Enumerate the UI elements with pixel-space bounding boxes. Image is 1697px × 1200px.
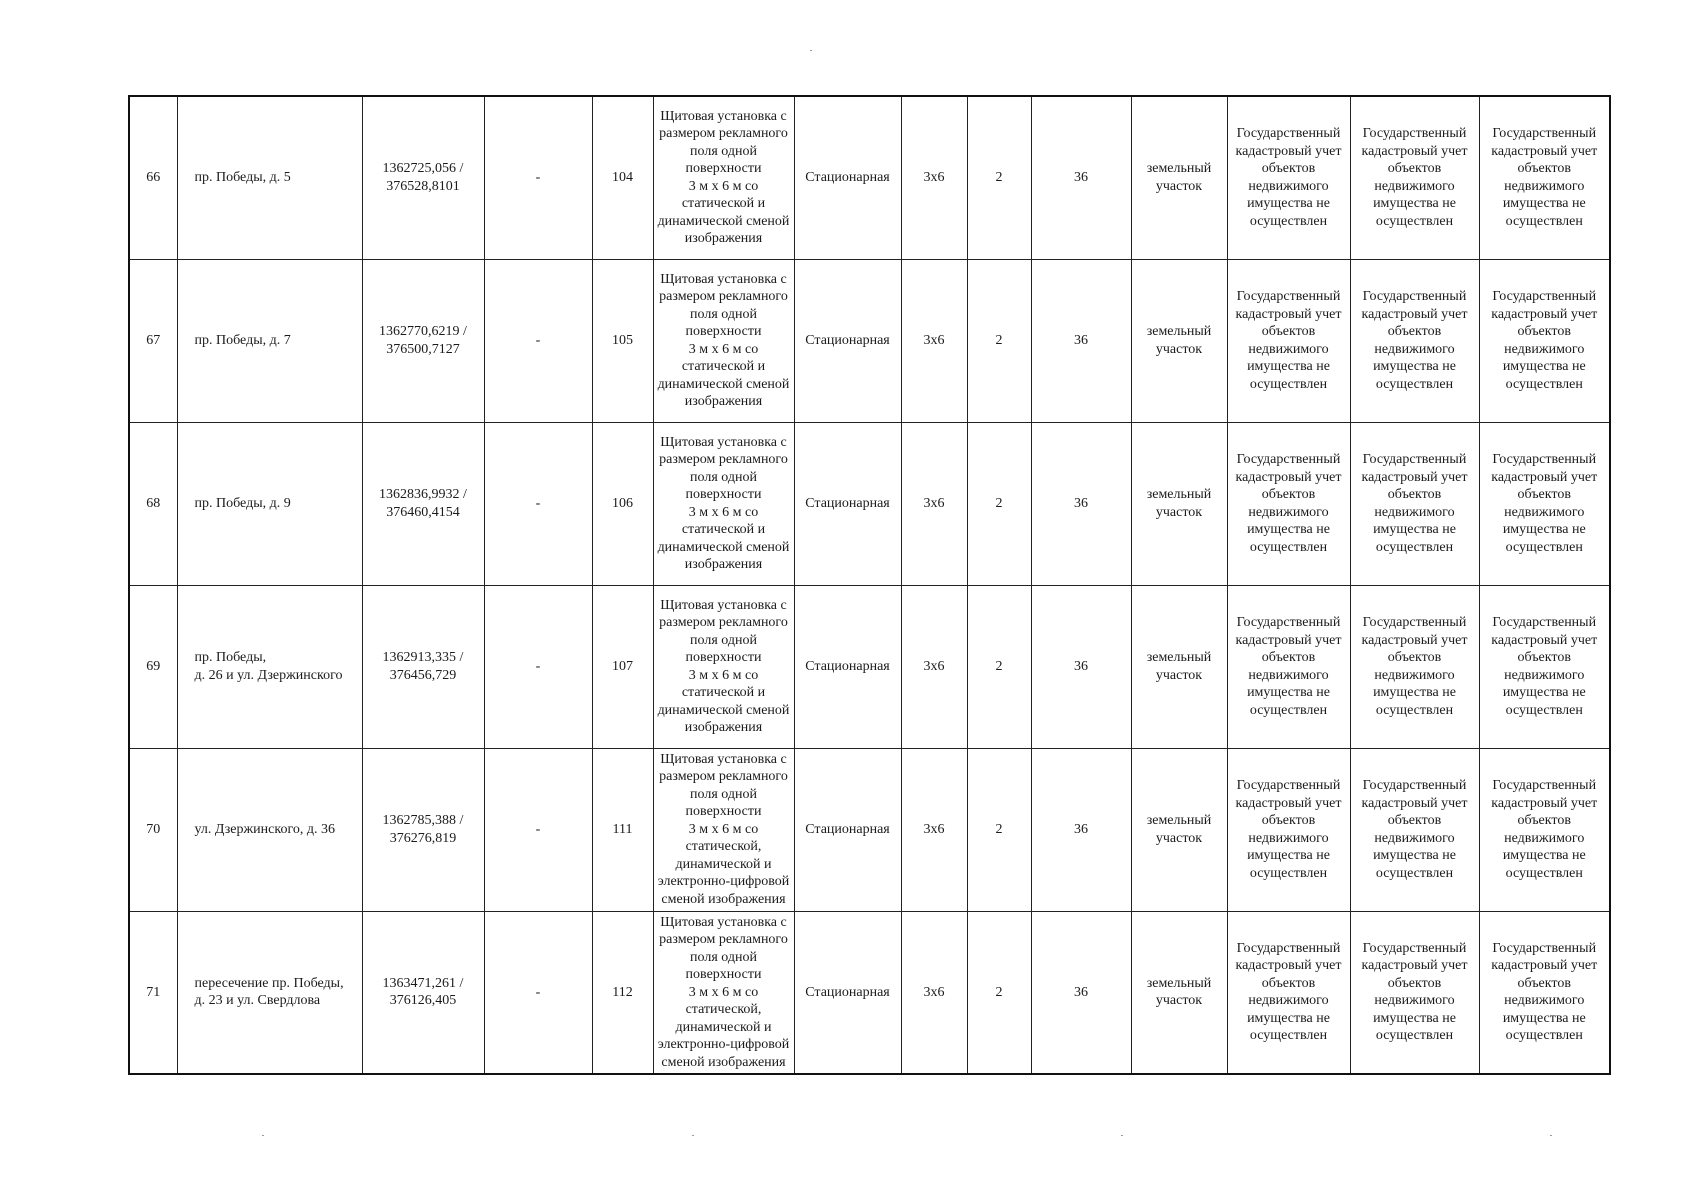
cadastral-status-cell: Государственный кадастровый учет объектов недвижимого имущества не осуществлен xyxy=(1350,585,1479,748)
size-cell: 3х6 xyxy=(901,585,967,748)
table-row xyxy=(129,585,1610,748)
structure-number-cell: 112 xyxy=(592,911,653,1074)
table-row xyxy=(129,422,1610,585)
scan-speck xyxy=(1550,1135,1552,1136)
type-cell: Стационарная xyxy=(794,748,901,911)
scan-speck xyxy=(1121,1135,1123,1136)
address-cell: пр. Победы, д. 5 xyxy=(177,96,362,259)
size-cell: 3х6 xyxy=(901,259,967,422)
area-cell: 36 xyxy=(1031,748,1131,911)
table-row xyxy=(129,259,1610,422)
type-cell: Стационарная xyxy=(794,585,901,748)
land-cell: земельный участок xyxy=(1131,911,1227,1074)
coordinates-cell: 1362725,056 / 376528,8101 xyxy=(362,96,484,259)
cadastral-status-cell: Государственный кадастровый учет объектов недвижимого имущества не осуществлен xyxy=(1350,911,1479,1074)
sides-cell: 2 xyxy=(967,422,1031,585)
cadastral-status-cell: Государственный кадастровый учет объектов недвижимого имущества не осуществлен xyxy=(1227,911,1350,1074)
area-cell: 36 xyxy=(1031,422,1131,585)
address-cell: ул. Дзержинского, д. 36 xyxy=(177,748,362,911)
structure-number-cell: 111 xyxy=(592,748,653,911)
description-cell: Щитовая установка с размером рекламного поля одной поверхности 3 м х 6 м со статической и динамической сменой изображения xyxy=(653,259,794,422)
table-row xyxy=(129,911,1610,1074)
coordinates-cell: 1363471,261 / 376126,405 xyxy=(362,911,484,1074)
land-cell: земельный участок xyxy=(1131,748,1227,911)
structure-number-cell: 104 xyxy=(592,96,653,259)
address-cell: пр. Победы, д. 9 xyxy=(177,422,362,585)
address-cell: пр. Победы, д. 26 и ул. Дзержинского xyxy=(177,585,362,748)
cadastral-status-cell: Государственный кадастровый учет объектов недвижимого имущества не осуществлен xyxy=(1479,422,1610,585)
cadastral-status-cell: Государственный кадастровый учет объектов недвижимого имущества не осуществлен xyxy=(1227,422,1350,585)
structure-number-cell: 105 xyxy=(592,259,653,422)
advertising-structures-table xyxy=(128,95,1611,1075)
dash-cell: - xyxy=(484,96,592,259)
row-number-cell: 68 xyxy=(129,422,177,585)
row-number-cell: 69 xyxy=(129,585,177,748)
dash-cell: - xyxy=(484,585,592,748)
sides-cell: 2 xyxy=(967,96,1031,259)
cadastral-status-cell: Государственный кадастровый учет объектов недвижимого имущества не осуществлен xyxy=(1479,585,1610,748)
size-cell: 3х6 xyxy=(901,748,967,911)
address-cell: пересечение пр. Победы, д. 23 и ул. Свердлова xyxy=(177,911,362,1074)
dash-cell: - xyxy=(484,748,592,911)
sides-cell: 2 xyxy=(967,748,1031,911)
cadastral-status-cell: Государственный кадастровый учет объектов недвижимого имущества не осуществлен xyxy=(1227,259,1350,422)
cadastral-status-cell: Государственный кадастровый учет объектов недвижимого имущества не осуществлен xyxy=(1350,422,1479,585)
row-number-cell: 71 xyxy=(129,911,177,1074)
description-cell: Щитовая установка с размером рекламного поля одной поверхности 3 м х 6 м со статической, динамической и электронно-цифровой сменой изображения xyxy=(653,911,794,1074)
cadastral-status-cell: Государственный кадастровый учет объектов недвижимого имущества не осуществлен xyxy=(1350,748,1479,911)
area-cell: 36 xyxy=(1031,259,1131,422)
cadastral-status-cell: Государственный кадастровый учет объектов недвижимого имущества не осуществлен xyxy=(1350,259,1479,422)
scan-speck xyxy=(262,1135,264,1136)
coordinates-cell: 1362770,6219 / 376500,7127 xyxy=(362,259,484,422)
coordinates-cell: 1362913,335 / 376456,729 xyxy=(362,585,484,748)
structure-number-cell: 106 xyxy=(592,422,653,585)
cadastral-status-cell: Государственный кадастровый учет объектов недвижимого имущества не осуществлен xyxy=(1227,748,1350,911)
description-cell: Щитовая установка с размером рекламного поля одной поверхности 3 м х 6 м со статической и динамической сменой изображения xyxy=(653,422,794,585)
description-cell: Щитовая установка с размером рекламного поля одной поверхности 3 м х 6 м со статической и динамической сменой изображения xyxy=(653,585,794,748)
type-cell: Стационарная xyxy=(794,259,901,422)
coordinates-cell: 1362785,388 / 376276,819 xyxy=(362,748,484,911)
table-row xyxy=(129,748,1610,911)
type-cell: Стационарная xyxy=(794,422,901,585)
structure-number-cell: 107 xyxy=(592,585,653,748)
cadastral-status-cell: Государственный кадастровый учет объектов недвижимого имущества не осуществлен xyxy=(1479,96,1610,259)
cadastral-status-cell: Государственный кадастровый учет объектов недвижимого имущества не осуществлен xyxy=(1227,96,1350,259)
area-cell: 36 xyxy=(1031,96,1131,259)
description-cell: Щитовая установка с размером рекламного поля одной поверхности 3 м х 6 м со статической, динамической и электронно-цифровой сменой изображения xyxy=(653,748,794,911)
sides-cell: 2 xyxy=(967,259,1031,422)
land-cell: земельный участок xyxy=(1131,585,1227,748)
scan-speck xyxy=(810,50,812,51)
dash-cell: - xyxy=(484,422,592,585)
land-cell: земельный участок xyxy=(1131,422,1227,585)
description-cell: Щитовая установка с размером рекламного поля одной поверхности 3 м х 6 м со статической и динамической сменой изображения xyxy=(653,96,794,259)
area-cell: 36 xyxy=(1031,911,1131,1074)
sides-cell: 2 xyxy=(967,585,1031,748)
land-cell: земельный участок xyxy=(1131,259,1227,422)
dash-cell: - xyxy=(484,911,592,1074)
row-number-cell: 70 xyxy=(129,748,177,911)
cadastral-status-cell: Государственный кадастровый учет объектов недвижимого имущества не осуществлен xyxy=(1479,911,1610,1074)
area-cell: 36 xyxy=(1031,585,1131,748)
sides-cell: 2 xyxy=(967,911,1031,1074)
cadastral-status-cell: Государственный кадастровый учет объектов недвижимого имущества не осуществлен xyxy=(1350,96,1479,259)
size-cell: 3х6 xyxy=(901,96,967,259)
cadastral-status-cell: Государственный кадастровый учет объектов недвижимого имущества не осуществлен xyxy=(1479,748,1610,911)
scan-speck xyxy=(692,1135,694,1136)
dash-cell: - xyxy=(484,259,592,422)
cadastral-status-cell: Государственный кадастровый учет объектов недвижимого имущества не осуществлен xyxy=(1479,259,1610,422)
type-cell: Стационарная xyxy=(794,911,901,1074)
coordinates-cell: 1362836,9932 / 376460,4154 xyxy=(362,422,484,585)
table-body xyxy=(129,96,1610,1074)
cadastral-status-cell: Государственный кадастровый учет объектов недвижимого имущества не осуществлен xyxy=(1227,585,1350,748)
table-row xyxy=(129,96,1610,259)
row-number-cell: 67 xyxy=(129,259,177,422)
size-cell: 3х6 xyxy=(901,911,967,1074)
address-cell: пр. Победы, д. 7 xyxy=(177,259,362,422)
type-cell: Стационарная xyxy=(794,96,901,259)
size-cell: 3х6 xyxy=(901,422,967,585)
row-number-cell: 66 xyxy=(129,96,177,259)
land-cell: земельный участок xyxy=(1131,96,1227,259)
